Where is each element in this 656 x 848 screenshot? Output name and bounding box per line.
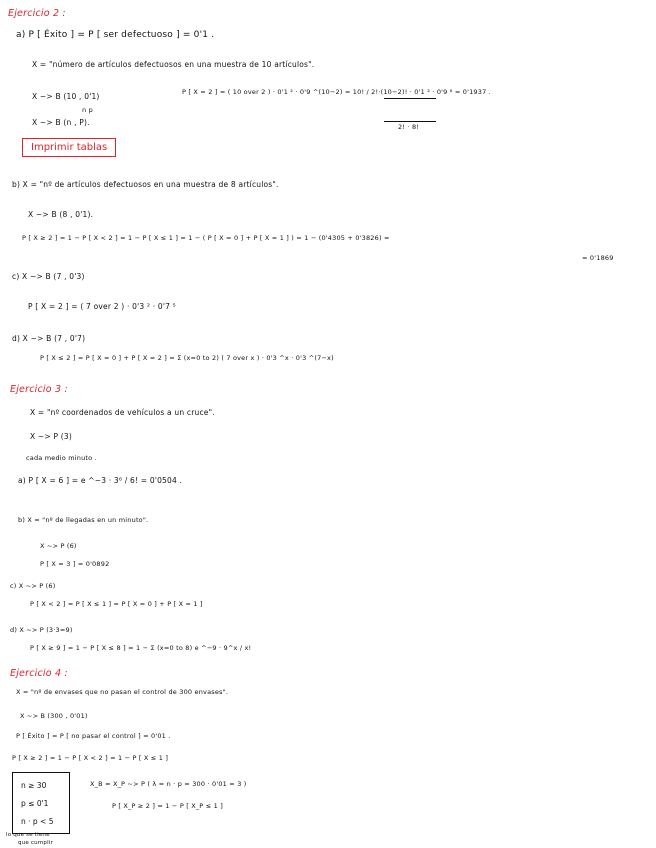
ej4-condition-n: n ≥ 30 xyxy=(21,781,47,790)
ej2-b-probability: P [ X ≥ 2 ] = 1 − P [ X < 2 ] = 1 − P [ X ≤ 1 ] = 1 − ( P [ X = 0 ] + P [ X = 1 ] ) = 1 − (0'4305 + 0'3826) = xyxy=(22,234,390,242)
ej2-b-line1: b) X = "nº de artículos defectuosos en una muestra de 8 artículos". xyxy=(12,180,279,189)
ej3-title: Ejercicio 3 : xyxy=(10,384,68,395)
ej2-a-np-labels: n p xyxy=(82,106,93,114)
ej2-a-line2: X = "número de artículos defectuosos en una muestra de 10 artículos". xyxy=(32,60,315,69)
ej2-a-fraction-bar xyxy=(384,98,436,99)
ej2-a-line1: a) P [ Éxito ] = P [ ser defectuoso ] = 0'1 . xyxy=(16,30,215,40)
ej3-d-probability: P [ X ≥ 9 ] = 1 − P [ X ≤ 8 ] = 1 − Σ (x=0 to 8) e ^−9 · 9^x / x! xyxy=(30,644,252,652)
ej4-line1: X = "nº de envases que no pasan el control de 300 envases". xyxy=(16,688,229,696)
ej3-b-distribution: X ~> P (6) xyxy=(40,542,77,550)
ej4-approx-probability: P [ X_P ≥ 2 ] = 1 − P [ X_P ≤ 1 ] xyxy=(112,802,223,810)
ej4-note1: lo que se tiene xyxy=(6,832,50,838)
ej2-a-distribution: X ~> B (10 , 0'1) xyxy=(32,92,100,101)
ej4-conditions-box xyxy=(12,772,70,834)
ej4-success: P [ Éxito ] = P [ no pasar el control ] = 0'01 . xyxy=(16,732,171,740)
ej3-interval: cada medio minuto . xyxy=(26,454,97,462)
imprimir-tablas-box: Imprimir tablas xyxy=(22,138,116,157)
ej2-title: Ejercicio 2 : xyxy=(8,8,66,19)
ej4-distribution: X ~> B (300 , 0'01) xyxy=(20,712,88,720)
ej2-c-distribution: c) X ~> B (7 , 0'3) xyxy=(12,272,85,281)
ej3-c-probability: P [ X < 2 ] = P [ X ≤ 1 ] = P [ X = 0 ] + P [ X = 1 ] xyxy=(30,600,203,608)
ej2-d-distribution: d) X ~> B (7 , 0'7) xyxy=(12,334,86,343)
ej4-approximation: X_B ≈ X_P ~> P ( λ = n · p = 300 · 0'01 = 3 ) xyxy=(90,780,247,788)
ej4-note2: que cumplir xyxy=(18,840,53,846)
ej4-condition-np: n · p < 5 xyxy=(21,817,54,826)
ej4-condition-p: p ≤ 0'1 xyxy=(21,799,49,808)
ej2-a-underline xyxy=(384,121,436,122)
ej2-a-general: X ~> B (n , P). xyxy=(32,118,90,127)
ej3-line1: X = "nº coordenados de vehículos a un cruce". xyxy=(30,408,215,417)
ej3-distribution: X ~> P (3) xyxy=(30,432,73,441)
ej3-b-probability: P [ X = 3 ] = 0'0892 xyxy=(40,560,110,568)
ej2-c-probability: P [ X = 2 ] = ( 7 over 2 ) · 0'3 ² · 0'7 ⁵ xyxy=(28,302,176,311)
ej3-c-distribution: c) X ~> P (6) xyxy=(10,582,56,590)
ej3-b-line1: b) X = "nº de llegadas en un minuto". xyxy=(18,516,149,524)
ej3-d-distribution: d) X ~> P (3·3=9) xyxy=(10,626,73,634)
ej3-a-probability: a) P [ X = 6 ] = e ^−3 · 3⁶ / 6! = 0'0504 . xyxy=(18,476,183,485)
ej2-a-probability: P [ X = 2 ] = ( 10 over 2 ) · 0'1 ² · 0'9 ^(10−2) = 10! / 2!·(10−2)! · 0'1 ² · 0'9 ⁸ = 0'1937 . xyxy=(182,88,491,96)
ej4-probability: P [ X ≥ 2 ] = 1 − P [ X < 2 ] = 1 − P [ X ≤ 1 ] xyxy=(12,754,169,762)
ej2-a-denominator: 2! · 8! xyxy=(398,123,420,131)
ej2-d-probability: P [ X ≤ 2 ] = P [ X = 0 ] + P [ X = 2 ] = Σ (x=0 to 2) ( 7 over x ) · 0'3 ^x · 0'3 ^(7−x) xyxy=(40,354,334,362)
ej4-title: Ejercicio 4 : xyxy=(10,668,68,679)
ej2-b-result: = 0'1869 xyxy=(582,254,614,262)
ej2-b-distribution: X ~> B (8 , 0'1). xyxy=(28,210,94,219)
